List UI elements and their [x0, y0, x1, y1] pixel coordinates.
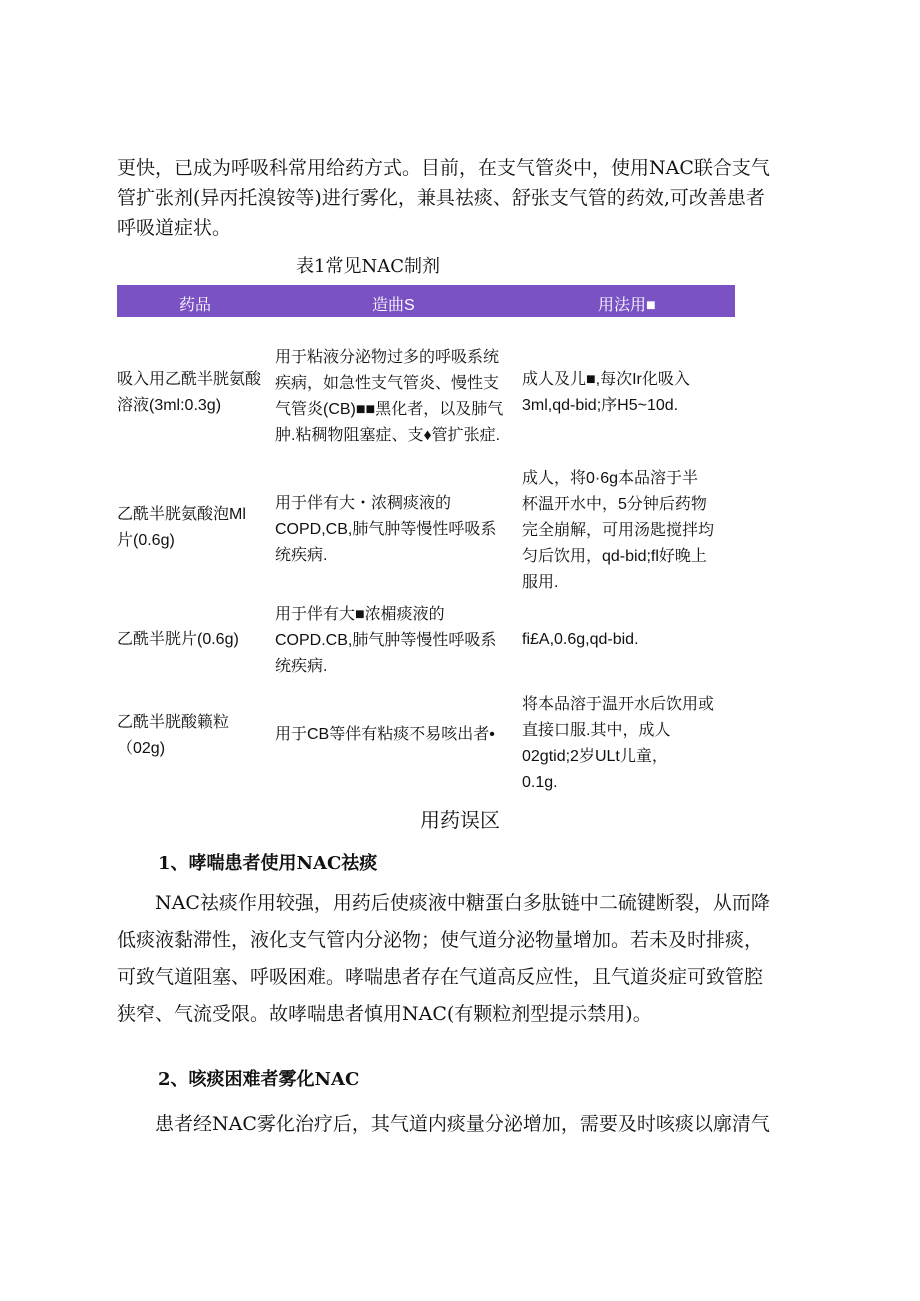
- table-row: [117, 602, 735, 682]
- drug-name: 乙酰半胱酸籁粒 （02g): [117, 714, 230, 757]
- indication: 用于伴有大■浓楣痰液的 COPD.CB,肺气肿等慢性呼吸系 统疾病.: [275, 606, 497, 675]
- item2-line: 患者经NAC雾化治疗后，其气道内痰量分泌增加，需要及时咳痰以廓清气: [155, 1113, 770, 1135]
- indication: 用于伴有大・浓稠痰液的 COPD,CB,肺气肿等慢性呼吸系 统疾病.: [275, 495, 497, 564]
- drug-name: 乙酰半胱片(0.6g): [117, 631, 239, 648]
- table-row: [117, 692, 735, 796]
- item1-paragraph: [117, 885, 807, 1033]
- usage: 成人，将0·6g本品溶于半 杯温开水中，5分钟后药物 完全崩解，可用汤匙搅拌均 匀后饮用，qd-bid;fl好晚上 服用.: [522, 470, 715, 591]
- drug-name: 吸入用乙酰半胱氨酸 溶液(3ml:0.3g): [117, 371, 262, 414]
- header-drug: 药品: [179, 297, 212, 314]
- intro-line: 更快，已成为呼吸科常用给药方式。目前，在支气管炎中，使用NAC联合支气: [117, 157, 770, 179]
- item2-paragraph: [117, 1106, 807, 1143]
- intro-line: 管扩张剂(异丙托溴铵等)进行雾化，兼具祛痰、舒张支气管的药效,可改善患者: [117, 187, 765, 209]
- item2-heading: 2、咳痰困难者雾化NAC: [158, 1069, 360, 1090]
- usage: fi£A,0.6g,qd-bid.: [522, 631, 639, 648]
- usage: 将本品溶于温开水后饮用或 直接口服.其中，成人 02gtid;2岁ULt儿童， 0.1g.: [522, 696, 715, 791]
- item1-line: NAC祛痰作用较强，用药后使痰液中糖蛋白多肽链中二硫键断裂，从而降: [155, 892, 770, 914]
- header-indication: 造曲S: [372, 297, 415, 314]
- table-row: [117, 345, 735, 445]
- nac-preparations-table: [117, 285, 735, 791]
- table-row: [117, 466, 735, 596]
- indication: 用于粘液分泌物过多的呼吸系统 疾病，如急性支气管炎、慢性支 气管炎(CB)■■黑化者，以及肺气 肿.粘稠物阻塞症、支♦管扩张症.: [275, 349, 504, 444]
- item1-line: 低痰液黏滞性，液化支气管内分泌物；使气道分泌物量增加。若未及时排痰，: [117, 929, 764, 951]
- intro-line: 呼吸道症状。: [117, 217, 232, 239]
- drug-name: 乙酰半胱氨酸泡Ml 片(0.6g): [117, 506, 246, 549]
- intro-paragraph: [117, 153, 807, 243]
- table-caption: 表1常见NAC制剂: [296, 256, 440, 277]
- indication: 用于CB等伴有粘痰不易咳出者•: [275, 726, 495, 743]
- header-usage: 用法用■: [598, 297, 656, 314]
- usage: 成人及儿■,每次Ir化吸入 3ml,qd-bid;序H5~10d.: [522, 371, 690, 414]
- item1-heading: 1、哮喘患者使用NAC祛痰: [158, 853, 378, 874]
- item1-line: 狭窄、气流受限。故哮喘患者慎用NAC(有颗粒剂型提示禁用)。: [117, 1003, 652, 1025]
- table-header: [117, 285, 735, 317]
- item1-line: 可致气道阻塞、呼吸困难。哮喘患者存在气道高反应性，且气道炎症可致管腔: [117, 966, 764, 988]
- section-title: 用药误区: [420, 808, 500, 832]
